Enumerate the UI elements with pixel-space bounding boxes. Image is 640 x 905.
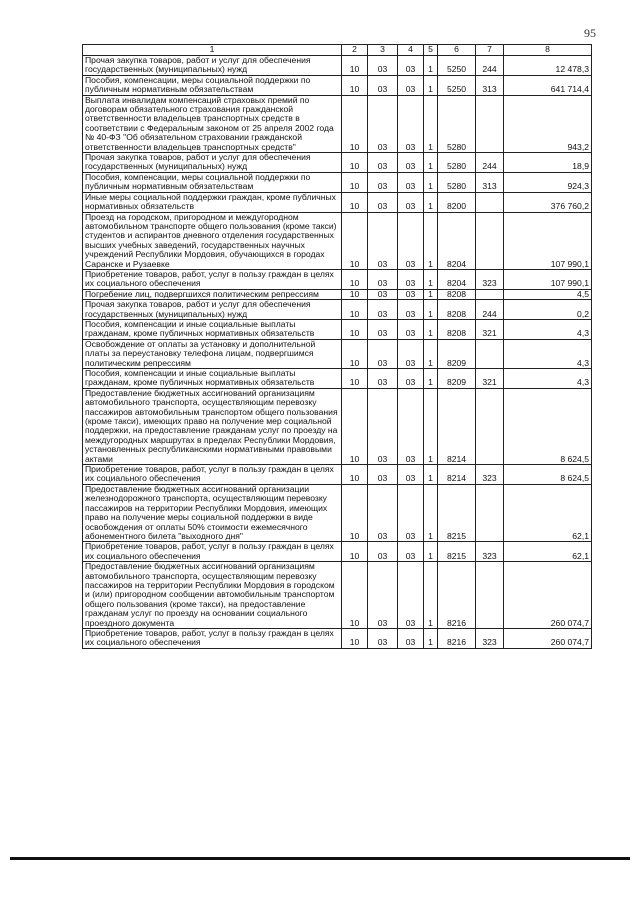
subprogram-code-cell: 1 <box>424 388 438 464</box>
subsection-code-cell: 03 <box>368 300 398 320</box>
row-name-cell: Предоставление бюджетных ассигнований организациям автомобильного транспорта, осуществляющим перевозку пассажиров автомобильным транспортом общего пользования (кроме такси), имеющих право на получение мер социальной поддержки, на предоставление гражданам услуг по проезду на междугородных маршрутах в пределах Республики Мордовия, установленных республиканскими нормативными правовыми актами <box>83 388 342 464</box>
program-code-cell: 03 <box>398 319 424 339</box>
column-header: 8 <box>504 45 592 56</box>
subprogram-code-cell: 1 <box>424 542 438 562</box>
subprogram-code-cell: 1 <box>424 172 438 192</box>
program-code-cell: 03 <box>398 212 424 269</box>
subsection-code-cell: 03 <box>368 484 398 541</box>
amount-cell: 12 478,3 <box>504 56 592 76</box>
target-code-cell: 8200 <box>438 192 476 212</box>
amount-cell: 4,3 <box>504 369 592 389</box>
target-code-cell: 8214 <box>438 388 476 464</box>
subprogram-code-cell: 1 <box>424 212 438 269</box>
section-code-cell: 10 <box>342 465 368 485</box>
subsection-code-cell: 03 <box>368 153 398 173</box>
row-name-cell: Прочая закупка товаров, работ и услуг для обеспечения государственных (муниципальных) нужд <box>83 300 342 320</box>
row-name-cell: Пособия, компенсации и иные социальные выплаты гражданам, кроме публичных нормативных обязательств <box>83 369 342 389</box>
section-code-cell: 10 <box>342 269 368 289</box>
table-body <box>83 56 592 649</box>
amount-cell: 62,1 <box>504 484 592 541</box>
expense-type-cell: 323 <box>476 269 504 289</box>
program-code-cell: 03 <box>398 369 424 389</box>
program-code-cell: 03 <box>398 465 424 485</box>
expense-type-cell: 323 <box>476 542 504 562</box>
target-code-cell: 8215 <box>438 484 476 541</box>
table-row <box>83 319 592 339</box>
table-row <box>83 56 592 76</box>
subsection-code-cell: 03 <box>368 192 398 212</box>
subsection-code-cell: 03 <box>368 369 398 389</box>
page-number: 95 <box>584 26 596 40</box>
subsection-code-cell: 03 <box>368 212 398 269</box>
table-row <box>83 172 592 192</box>
table-row <box>83 369 592 389</box>
program-code-cell: 03 <box>398 542 424 562</box>
subprogram-code-cell: 1 <box>424 153 438 173</box>
program-code-cell: 03 <box>398 172 424 192</box>
subprogram-code-cell: 1 <box>424 192 438 212</box>
program-code-cell: 03 <box>398 269 424 289</box>
amount-cell: 4,3 <box>504 319 592 339</box>
subsection-code-cell: 03 <box>368 388 398 464</box>
section-code-cell: 10 <box>342 388 368 464</box>
table-row <box>83 484 592 541</box>
amount-cell: 107 990,1 <box>504 212 592 269</box>
expense-type-cell: 244 <box>476 56 504 76</box>
expense-type-cell: 323 <box>476 628 504 648</box>
program-code-cell: 03 <box>398 75 424 95</box>
section-code-cell: 10 <box>342 192 368 212</box>
expense-type-cell <box>476 388 504 464</box>
row-name-cell: Приобретение товаров, работ, услуг в пользу граждан в целях их социального обеспечения <box>83 269 342 289</box>
column-header: 4 <box>398 45 424 56</box>
column-header: 7 <box>476 45 504 56</box>
expense-type-cell: 313 <box>476 172 504 192</box>
section-code-cell: 10 <box>342 289 368 299</box>
subprogram-code-cell: 1 <box>424 628 438 648</box>
expense-type-cell <box>476 192 504 212</box>
row-name-cell: Приобретение товаров, работ, услуг в пользу граждан в целях их социального обеспечения <box>83 542 342 562</box>
section-code-cell: 10 <box>342 56 368 76</box>
program-code-cell: 03 <box>398 289 424 299</box>
section-code-cell: 10 <box>342 484 368 541</box>
target-code-cell: 8215 <box>438 542 476 562</box>
header-row <box>83 45 592 56</box>
subprogram-code-cell: 1 <box>424 562 438 629</box>
subsection-code-cell: 03 <box>368 75 398 95</box>
expense-type-cell: 244 <box>476 300 504 320</box>
expense-type-cell <box>476 562 504 629</box>
section-code-cell: 10 <box>342 212 368 269</box>
target-code-cell: 5280 <box>438 95 476 152</box>
target-code-cell: 8204 <box>438 212 476 269</box>
table-row <box>83 269 592 289</box>
expense-type-cell: 321 <box>476 319 504 339</box>
table-row <box>83 562 592 629</box>
row-name-cell: Приобретение товаров, работ, услуг в пользу граждан в целях их социального обеспечения <box>83 628 342 648</box>
table-row <box>83 212 592 269</box>
table-row <box>83 465 592 485</box>
table-row <box>83 75 592 95</box>
row-name-cell: Пособия, компенсации, меры социальной поддержки по публичным нормативным обязательствам <box>83 75 342 95</box>
section-code-cell: 10 <box>342 153 368 173</box>
amount-cell: 107 990,1 <box>504 269 592 289</box>
subprogram-code-cell: 1 <box>424 319 438 339</box>
row-name-cell: Проезд на городском, пригородном и междугородном автомобильном транспорте общего пользования (кроме такси) студентов и аспирантов дневного отделения государственных высших учебных заведений, государственных научных учреждений Республики Мордовия, обучающихся в городах Саранске и Рузаевке <box>83 212 342 269</box>
target-code-cell: 8208 <box>438 300 476 320</box>
section-code-cell: 10 <box>342 339 368 368</box>
amount-cell: 4,3 <box>504 339 592 368</box>
row-name-cell: Приобретение товаров, работ, услуг в пользу граждан в целях их социального обеспечения <box>83 465 342 485</box>
row-name-cell: Освобождение от оплаты за установку и дополнительной платы за переустановку телефона лицам, подвергшимся политическим репрессиям <box>83 339 342 368</box>
section-code-cell: 10 <box>342 95 368 152</box>
subprogram-code-cell: 1 <box>424 56 438 76</box>
subprogram-code-cell: 1 <box>424 339 438 368</box>
amount-cell: 4,5 <box>504 289 592 299</box>
expense-type-cell <box>476 484 504 541</box>
section-code-cell: 10 <box>342 319 368 339</box>
program-code-cell: 03 <box>398 484 424 541</box>
amount-cell: 260 074,7 <box>504 628 592 648</box>
amount-cell: 62,1 <box>504 542 592 562</box>
target-code-cell: 5250 <box>438 75 476 95</box>
subsection-code-cell: 03 <box>368 562 398 629</box>
table-row <box>83 95 592 152</box>
table-row <box>83 192 592 212</box>
target-code-cell: 5280 <box>438 153 476 173</box>
section-code-cell: 10 <box>342 369 368 389</box>
row-name-cell: Пособия, компенсации и иные социальные выплаты гражданам, кроме публичных нормативных обязательств <box>83 319 342 339</box>
subsection-code-cell: 03 <box>368 95 398 152</box>
subprogram-code-cell: 1 <box>424 95 438 152</box>
table-row <box>83 339 592 368</box>
amount-cell: 8 624,5 <box>504 388 592 464</box>
table-row <box>83 628 592 648</box>
subprogram-code-cell: 1 <box>424 465 438 485</box>
row-name-cell: Иные меры социальной поддержки граждан, кроме публичных нормативных обязательств <box>83 192 342 212</box>
column-header: 1 <box>83 45 342 56</box>
section-code-cell: 10 <box>342 562 368 629</box>
expense-type-cell: 321 <box>476 369 504 389</box>
amount-cell: 8 624,5 <box>504 465 592 485</box>
amount-cell: 924,3 <box>504 172 592 192</box>
subsection-code-cell: 03 <box>368 269 398 289</box>
amount-cell: 260 074,7 <box>504 562 592 629</box>
table-row <box>83 153 592 173</box>
target-code-cell: 8214 <box>438 465 476 485</box>
section-code-cell: 10 <box>342 542 368 562</box>
amount-cell: 943,2 <box>504 95 592 152</box>
subsection-code-cell: 03 <box>368 172 398 192</box>
budget-table <box>82 44 592 649</box>
row-name-cell: Выплата инвалидам компенсаций страховых премий по договорам обязательного страхования гражданской ответственности владельцев транспортных средств в соответствии с Федеральным законом от 25 апреля 2002 года № 40-ФЗ "Об обязательном страховании гражданской ответственности владельцев транспортных средств" <box>83 95 342 152</box>
table-row <box>83 388 592 464</box>
program-code-cell: 03 <box>398 300 424 320</box>
subprogram-code-cell: 1 <box>424 75 438 95</box>
target-code-cell: 8208 <box>438 289 476 299</box>
section-code-cell: 10 <box>342 75 368 95</box>
amount-cell: 0,2 <box>504 300 592 320</box>
target-code-cell: 5250 <box>438 56 476 76</box>
expense-type-cell: 313 <box>476 75 504 95</box>
program-code-cell: 03 <box>398 628 424 648</box>
subsection-code-cell: 03 <box>368 289 398 299</box>
subsection-code-cell: 03 <box>368 542 398 562</box>
subsection-code-cell: 03 <box>368 56 398 76</box>
column-header: 2 <box>342 45 368 56</box>
footer-rule <box>10 857 630 860</box>
row-name-cell: Прочая закупка товаров, работ и услуг для обеспечения государственных (муниципальных) нужд <box>83 153 342 173</box>
row-name-cell: Погребение лиц, подвергшихся политическим репрессиям <box>83 289 342 299</box>
expense-type-cell <box>476 95 504 152</box>
amount-cell: 376 760,2 <box>504 192 592 212</box>
subprogram-code-cell: 1 <box>424 300 438 320</box>
subprogram-code-cell: 1 <box>424 269 438 289</box>
expense-type-cell: 323 <box>476 465 504 485</box>
column-header: 3 <box>368 45 398 56</box>
section-code-cell: 10 <box>342 172 368 192</box>
row-name-cell: Предоставление бюджетных ассигнований организациям автомобильного транспорта, осуществляющим перевозку пассажиров на территории Республики Мордовия в городском и (или) пригородном сообщении автомобильным транспортом общего пользования (кроме такси), на предоставление гражданам услуг по проезду на основании социального проездного документа <box>83 562 342 629</box>
target-code-cell: 8209 <box>438 339 476 368</box>
expense-type-cell: 244 <box>476 153 504 173</box>
target-code-cell: 8204 <box>438 269 476 289</box>
target-code-cell: 8209 <box>438 369 476 389</box>
row-name-cell: Предоставление бюджетных ассигнований организации железнодорожного транспорта, осуществляющим перевозку пассажиров на территории Республики Мордовия, имеющих право на получение меры социальной поддержки в виде освобождения от оплаты 50% стоимости ежемесячного абонементного билета "выходного дня" <box>83 484 342 541</box>
target-code-cell: 8216 <box>438 562 476 629</box>
table-row <box>83 289 592 299</box>
subsection-code-cell: 03 <box>368 465 398 485</box>
section-code-cell: 10 <box>342 628 368 648</box>
subprogram-code-cell: 1 <box>424 484 438 541</box>
subsection-code-cell: 03 <box>368 339 398 368</box>
expense-type-cell <box>476 289 504 299</box>
subsection-code-cell: 03 <box>368 628 398 648</box>
expense-type-cell <box>476 212 504 269</box>
table-row <box>83 300 592 320</box>
amount-cell: 18,9 <box>504 153 592 173</box>
amount-cell: 641 714,4 <box>504 75 592 95</box>
column-header: 5 <box>424 45 438 56</box>
subprogram-code-cell: 1 <box>424 289 438 299</box>
target-code-cell: 5280 <box>438 172 476 192</box>
target-code-cell: 8208 <box>438 319 476 339</box>
section-code-cell: 10 <box>342 300 368 320</box>
program-code-cell: 03 <box>398 562 424 629</box>
program-code-cell: 03 <box>398 192 424 212</box>
column-header: 6 <box>438 45 476 56</box>
expense-type-cell <box>476 339 504 368</box>
program-code-cell: 03 <box>398 95 424 152</box>
subprogram-code-cell: 1 <box>424 369 438 389</box>
table-row <box>83 542 592 562</box>
program-code-cell: 03 <box>398 339 424 368</box>
program-code-cell: 03 <box>398 153 424 173</box>
program-code-cell: 03 <box>398 388 424 464</box>
program-code-cell: 03 <box>398 56 424 76</box>
row-name-cell: Прочая закупка товаров, работ и услуг для обеспечения государственных (муниципальных) нужд <box>83 56 342 76</box>
subsection-code-cell: 03 <box>368 319 398 339</box>
row-name-cell: Пособия, компенсации, меры социальной поддержки по публичным нормативным обязательствам <box>83 172 342 192</box>
target-code-cell: 8216 <box>438 628 476 648</box>
